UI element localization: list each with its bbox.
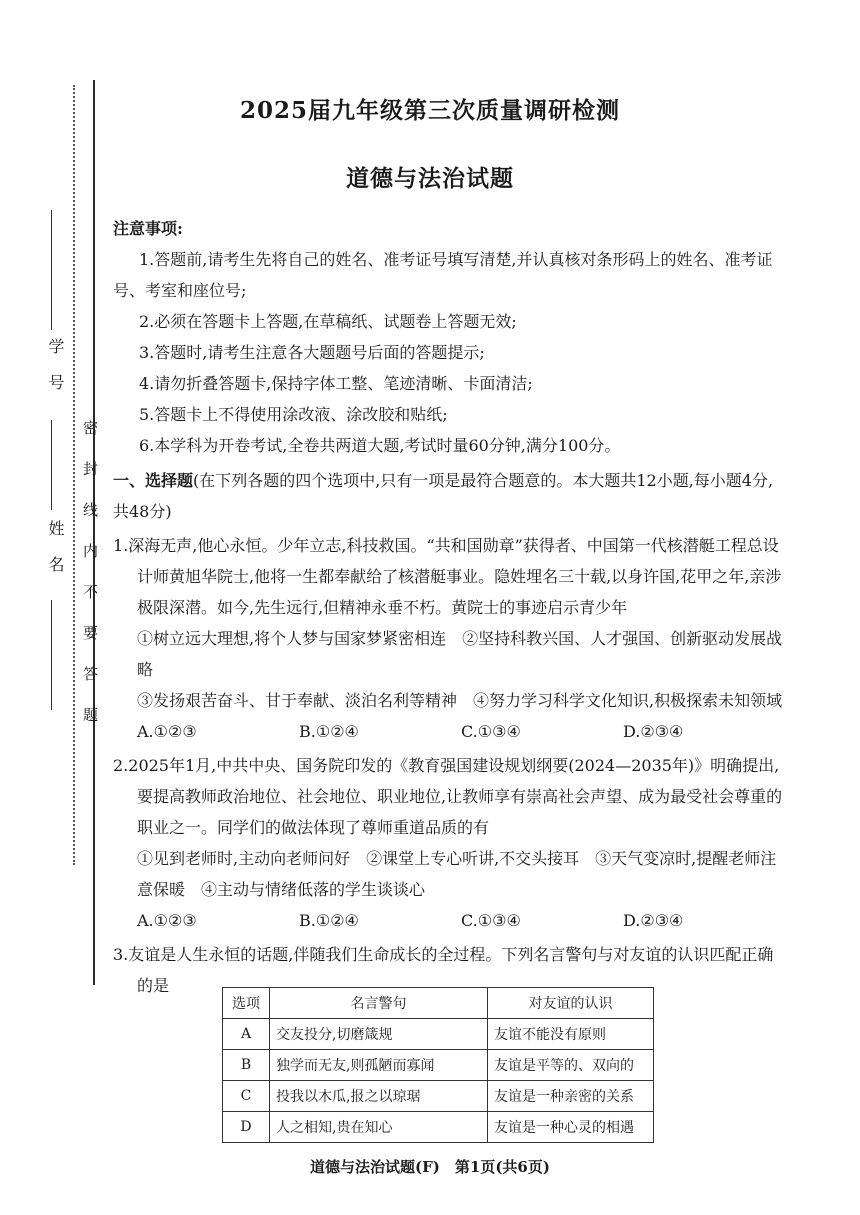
seal-warning: 密封线内不要答题 <box>81 420 99 748</box>
column-header: 对友谊的认识 <box>488 988 654 1019</box>
table-cell: C <box>223 1081 270 1112</box>
table-cell: 友谊不能没有原则 <box>488 1019 654 1050</box>
table-cell: B <box>223 1050 270 1081</box>
column-header: 名言警句 <box>270 988 488 1019</box>
table-cell: D <box>223 1112 270 1143</box>
question-2 <box>113 750 785 936</box>
subject-title: 道德与法治试题 <box>346 165 514 192</box>
notice-item: 6.本学科为开卷考试,全卷共两道大题,考试时量60分钟,满分100分。 <box>139 436 621 455</box>
table-row <box>223 1112 654 1143</box>
table-cell: 交友投分,切磨箴规 <box>270 1019 488 1050</box>
statement-line: ①见到老师时,主动向老师问好 ②课堂上专心听讲,不交头接耳 ③天气变凉时,提醒老师注意保暖 ④主动与情绪低落的学生谈谈心 <box>137 849 777 899</box>
notice-item: 4.请勿折叠答题卡,保持字体工整、笔迹清晰、卡面清洁; <box>139 374 533 393</box>
answer-choices <box>113 716 785 747</box>
notice-item: 3.答题时,请考生注意各大题题号后面的答题提示; <box>139 343 485 362</box>
table-row <box>223 1019 654 1050</box>
page-footer: 道德与法治试题(F) 第1页(共6页) <box>310 1158 550 1176</box>
exam-title: 2025届九年级第三次质量调研检测 <box>239 97 620 124</box>
answer-choice-a: A.①②③ <box>137 911 197 930</box>
answer-choice-c: C.①③④ <box>461 911 521 930</box>
section-instructions: (在下列各题的四个选项中,只有一项是最符合题意的。本大题共12小题,每小题4分,共48分) <box>113 471 774 521</box>
answer-choice-d: D.②③④ <box>623 911 684 930</box>
quote-matching-table <box>222 987 654 1143</box>
statement-line: ③发扬艰苦奋斗、甘于奉献、淡泊名利等精神 ④努力学习科学文化知识,积极探索未知领域 <box>137 691 783 710</box>
notice-item: 1.答题前,请考生先将自己的姓名、准考证号填写清楚,并认真核对条形码上的姓名、准考证号、考室和座位号; <box>113 250 773 300</box>
answer-choices <box>113 905 785 936</box>
notice-title: 注意事项: <box>113 219 183 238</box>
table-header-row <box>223 988 654 1019</box>
answer-choice-c: C.①③④ <box>461 722 521 741</box>
table-cell: 友谊是平等的、双向的 <box>488 1050 654 1081</box>
statement-line: ①树立远大理想,将个人梦与国家梦紧密相连 ②坚持科教兴国、人才强国、创新驱动发展战略 <box>137 629 783 679</box>
question-stem: 2.2025年1月,中共中央、国务院印发的《教育强国建设规划纲要(2024—2035年)》明确提出,要提高教师政治地位、社会地位、职业地位,让教师享有崇高社会声望、成为最受社会尊重的职业之一。同学们的做法体现了尊师重道品质的有 <box>113 756 783 837</box>
seal-dotted-line <box>73 85 75 865</box>
table-cell: 友谊是一种亲密的关系 <box>488 1081 654 1112</box>
answer-choice-b: B.①②④ <box>299 911 359 930</box>
notice-item: 5.答题卡上不得使用涂改液、涂改胶和贴纸; <box>139 405 448 424</box>
question-stem: 1.深海无声,他心永恒。少年立志,科技救国。“共和国勋章”获得者、中国第一代核潜艇工程总设计师黄旭华院士,他将一生都奉献给了核潜艇事业。隐姓埋名三十载,以身许国,花甲之年,亲涉极限深潜。如今,先生远行,但精神永垂不朽。黄院士的事迹启示青少年 <box>113 536 782 617</box>
exam-content <box>113 213 785 1001</box>
student-number-line <box>51 210 52 330</box>
notice-item: 2.必须在答题卡上答题,在草稿纸、试题卷上答题无效; <box>139 312 517 331</box>
student-number-label: 学号 <box>46 338 65 410</box>
column-header: 选项 <box>223 988 270 1019</box>
question-1 <box>113 530 785 747</box>
answer-choice-a: A.①②③ <box>137 722 197 741</box>
table-row <box>223 1050 654 1081</box>
answer-choice-b: B.①②④ <box>299 722 359 741</box>
name-line-lower <box>51 600 52 710</box>
table-cell: 独学而无友,则孤陋而寡闻 <box>270 1050 488 1081</box>
question-stem: 3.友谊是人生永恒的话题,伴随我们生命成长的全过程。下列名言警句与对友谊的认识匹配正确的是 <box>113 945 774 995</box>
name-line-upper <box>51 420 52 510</box>
name-label: 姓名 <box>46 520 65 592</box>
table-row <box>223 1081 654 1112</box>
section-one-header <box>113 465 785 527</box>
table-cell: A <box>223 1019 270 1050</box>
section-title: 一、选择题 <box>113 471 194 490</box>
answer-choice-d: D.②③④ <box>623 722 684 741</box>
table-cell: 友谊是一种心灵的相遇 <box>488 1112 654 1143</box>
table-cell: 人之相知,贵在知心 <box>270 1112 488 1143</box>
table-cell: 投我以木瓜,报之以琼琚 <box>270 1081 488 1112</box>
